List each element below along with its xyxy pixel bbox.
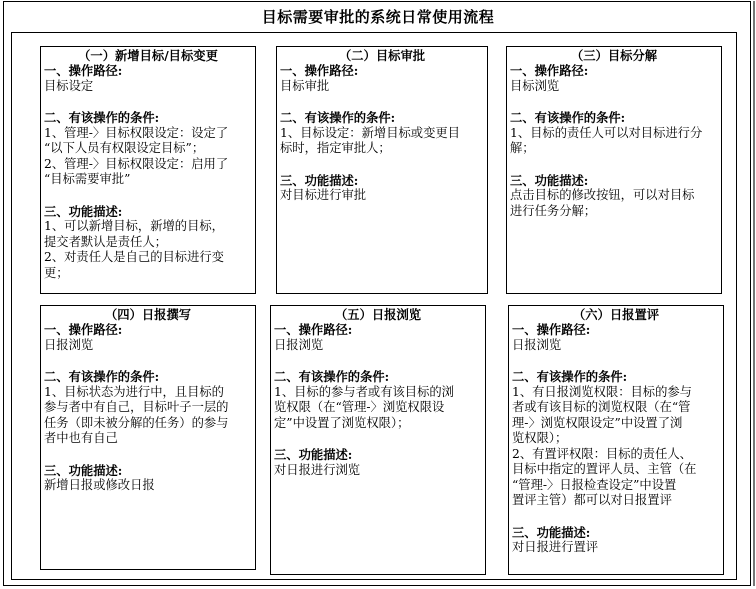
function-line: 新增日报或修改日报 <box>44 478 155 492</box>
function-heading: 三、功能描述: <box>280 172 359 188</box>
function-line: 对目标进行审批 <box>280 188 367 202</box>
path-heading: 一、操作路径: <box>512 322 591 337</box>
path-heading: 一、操作路径: <box>280 63 359 78</box>
condition-line: 理-〉浏览权限设定”中设置了浏 <box>512 415 683 430</box>
function-line: 2、对责任人是自己的目标进行变 <box>44 250 224 264</box>
path-heading: 一、操作路径: <box>510 63 589 78</box>
function-heading: 三、功能描述: <box>44 203 123 219</box>
condition-line: 目标中指定的置评人员、主管（在 <box>512 462 697 476</box>
condition-line: 1、目标状态为进行中，且目标的 <box>44 384 224 399</box>
condition-line: 解； <box>510 141 535 155</box>
function-line: 1、可以新增目标，新增的目标， <box>44 219 224 233</box>
condition-line: 者或有该目标的浏览权限（在“管 <box>512 400 691 414</box>
condition-line: 任务（即未被分解的任务）的参与 <box>44 415 229 430</box>
condition-line: 2、有置评权限：目标的责任人、 <box>512 446 692 461</box>
function-heading: 三、功能描述: <box>274 447 353 462</box>
box-title: （一）新增目标/目标变更 <box>78 48 218 63</box>
function-heading: 三、功能描述: <box>44 462 123 478</box>
process-box-goal-approval <box>276 46 488 294</box>
function-heading: 三、功能描述: <box>510 172 589 188</box>
condition-line: 览权限）； <box>512 431 568 445</box>
path-text: 日报浏览 <box>44 337 94 352</box>
condition-line: “目标需要审批” <box>44 172 131 186</box>
condition-heading: 二、有该操作的条件: <box>44 369 160 384</box>
condition-heading: 二、有该操作的条件: <box>512 369 628 384</box>
condition-line: 2、管理-〉目标权限设定：启用了 <box>44 156 229 171</box>
frame-shadow <box>753 1 755 586</box>
function-line: 对日报进行浏览 <box>274 462 361 477</box>
process-box-new-goal <box>40 46 256 294</box>
condition-line: 1、有日报浏览权限：目标的参与 <box>512 384 692 399</box>
condition-line: “以下人员有权限设定目标”； <box>44 141 205 155</box>
process-box-daily-report-write <box>40 305 256 570</box>
function-line: 进行任务分解； <box>510 203 597 218</box>
condition-line: 1、目标的参与者或有该目标的浏 <box>274 384 454 399</box>
condition-line: 1、管理-〉目标权限设定：设定了 <box>44 125 229 140</box>
function-line: 对日报进行置评 <box>512 540 599 554</box>
condition-line: 标时，指定审批人； <box>280 141 391 155</box>
process-box-daily-report-browse <box>270 305 486 575</box>
path-heading: 一、操作路径: <box>274 322 353 337</box>
function-heading: 三、功能描述: <box>512 524 591 540</box>
condition-heading: 二、有该操作的条件: <box>280 110 396 125</box>
condition-line: 定”中设置了浏览权限）； <box>274 415 410 430</box>
condition-line: 1、目标设定：新增目标或变更目 <box>280 125 460 140</box>
condition-line: 1、目标的责任人可以对目标进行分 <box>510 125 703 140</box>
box-title: （六）日报置评 <box>572 307 660 322</box>
condition-line: 参与者中有自己，目标叶子一层的 <box>44 400 229 414</box>
path-text: 目标设定 <box>44 78 94 93</box>
condition-line: 览权限（在“管理-〉浏览权限设 <box>274 400 445 414</box>
path-heading: 一、操作路径: <box>44 322 123 337</box>
condition-heading: 二、有该操作的条件: <box>274 369 390 384</box>
path-text: 日报浏览 <box>274 337 324 352</box>
condition-line: 置评主管）都可以对日报置评 <box>512 493 672 507</box>
box-title: （五）日报浏览 <box>334 307 422 322</box>
condition-heading: 二、有该操作的条件: <box>510 110 626 125</box>
path-text: 目标审批 <box>280 78 330 93</box>
path-text: 目标浏览 <box>510 78 560 93</box>
box-title: （三）目标分解 <box>570 48 658 63</box>
function-line: 更； <box>44 265 69 280</box>
path-heading: 一、操作路径: <box>44 63 123 78</box>
diagram-title: 目标需要审批的系统日常使用流程 <box>261 8 495 26</box>
function-line: 提交者默认是责任人； <box>44 234 167 249</box>
condition-heading: 二、有该操作的条件: <box>44 110 160 125</box>
process-box-daily-report-comment <box>508 305 724 575</box>
box-title: （二）目标审批 <box>338 48 426 63</box>
path-text: 日报浏览 <box>512 337 562 352</box>
box-title: （四）日报撰写 <box>104 307 192 322</box>
process-box-goal-breakdown <box>506 46 722 294</box>
condition-line: “管理-〉日报检查设定”中设置 <box>512 477 677 492</box>
condition-line: 者中也有自己 <box>44 431 118 445</box>
function-line: 点击目标的修改按钮，可以对目标 <box>510 188 695 202</box>
